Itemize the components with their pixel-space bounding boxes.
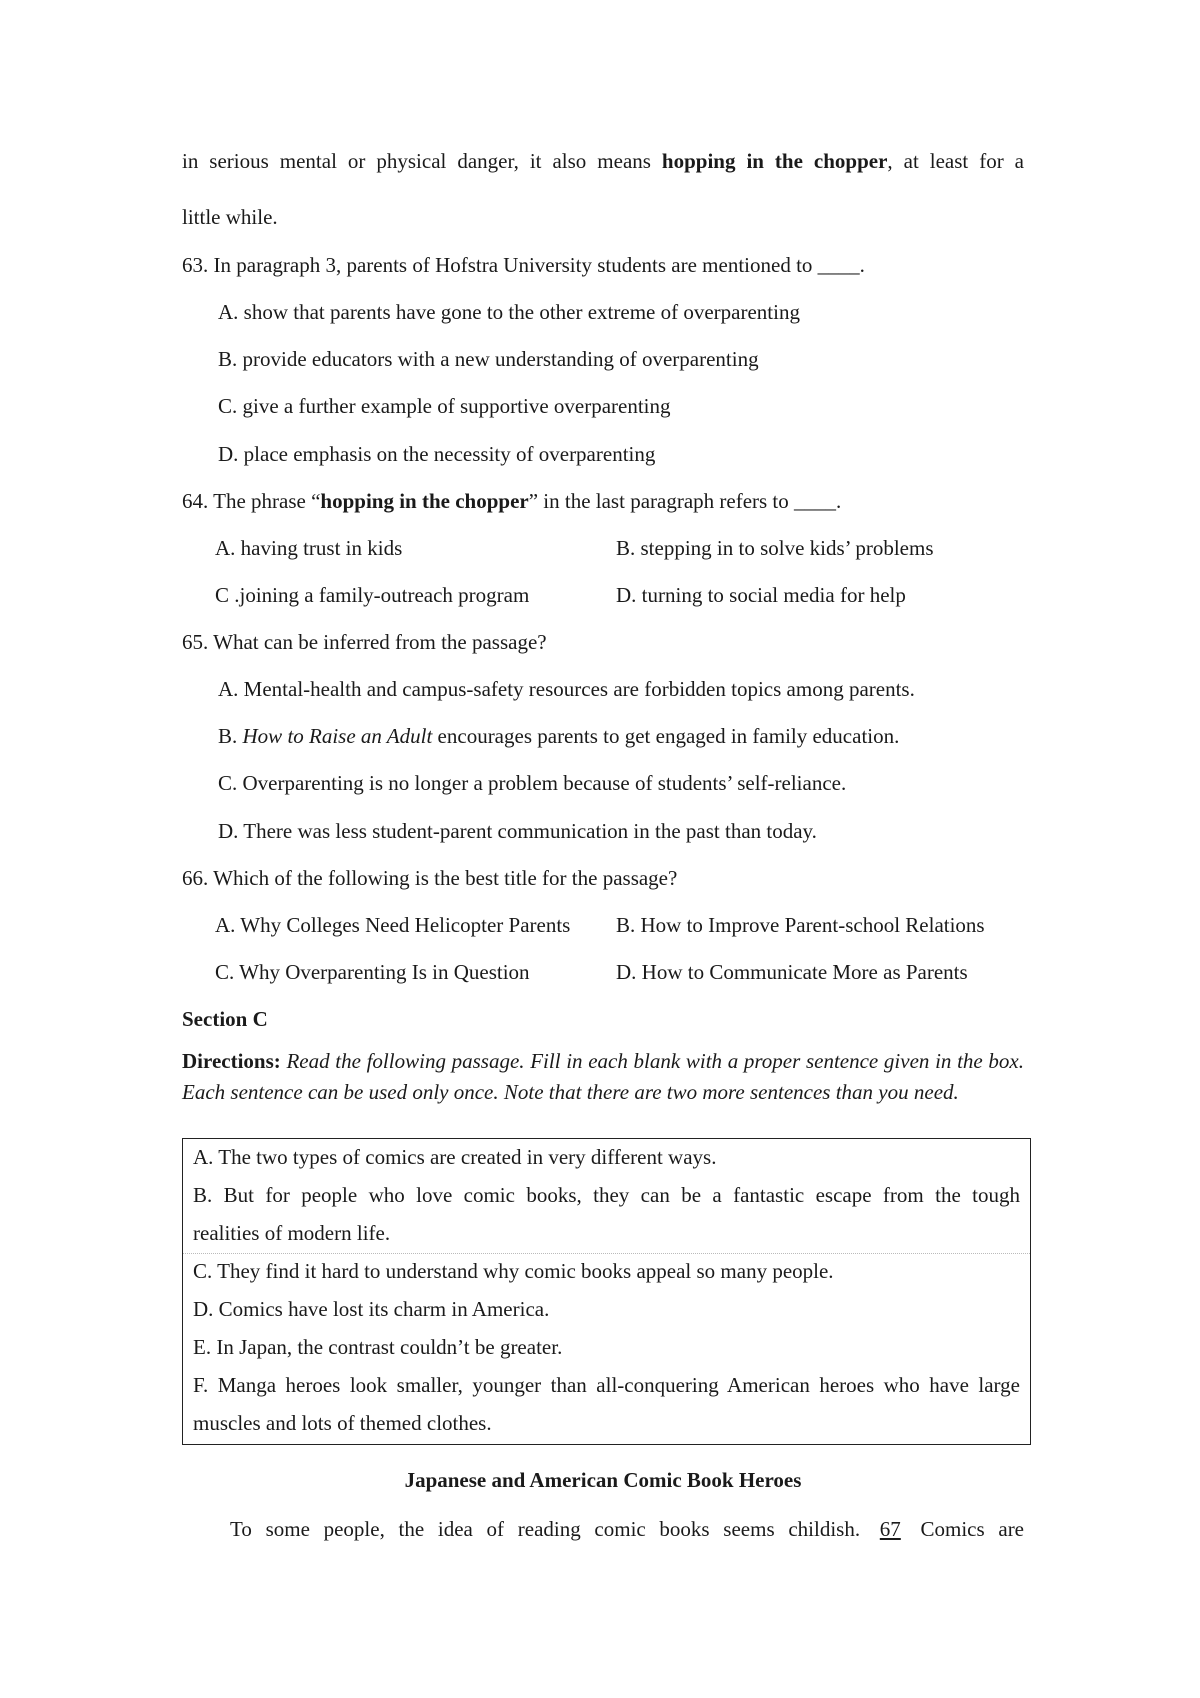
box-sentence-f	[193, 1367, 1020, 1404]
question-63-option-b[interactable]: B. provide educators with a new understanding of overparenting	[218, 347, 759, 371]
question-65-option-b[interactable]	[218, 721, 899, 751]
passage-first-line	[230, 1514, 1024, 1544]
question-64-option-d[interactable]: D. turning to social media for help	[616, 583, 906, 607]
box-sentence-b-line1: B. But for people who love comic books, they can be a fantastic escape from the tough	[193, 1183, 1020, 1207]
question-65-option-c[interactable]: C. Overparenting is no longer a problem because of students’ self-reliance.	[218, 771, 847, 795]
question-66-option-c[interactable]: C. Why Overparenting Is in Question	[215, 960, 530, 984]
directions-label: Directions:	[182, 1049, 281, 1073]
blank-67[interactable]: 67	[879, 1517, 901, 1541]
directions	[182, 1046, 1024, 1108]
passage-text-a: To some people, the idea of reading comic books seems childish.	[230, 1517, 861, 1541]
intro-bold-phrase: hopping in the chopper	[661, 149, 888, 173]
question-64-option-a[interactable]: A. having trust in kids	[215, 536, 403, 560]
paragraph-continuation-line1	[182, 146, 1024, 176]
box-sentence-f-line1: F. Manga heroes look smaller, younger than all-conquering American heroes who have large	[193, 1373, 1020, 1397]
q65-b-book-title: How to Raise an Adult	[242, 724, 433, 748]
question-63-option-a[interactable]: A. show that parents have gone to the other extreme of overparenting	[218, 300, 800, 324]
box-sentence-b-cont: realities of modern life.	[193, 1221, 391, 1245]
question-63-stem: 63. In paragraph 3, parents of Hofstra University students are mentioned to ____.	[182, 253, 865, 277]
intro-text-a: in serious mental or physical danger, it also means	[182, 149, 662, 173]
question-66-option-a[interactable]: A. Why Colleges Need Helicopter Parents	[215, 913, 571, 937]
box-sentence-b	[193, 1177, 1020, 1214]
sentence-box	[182, 1138, 1031, 1445]
question-64-stem	[182, 486, 841, 516]
q65-b-prefix: B.	[218, 724, 243, 748]
q65-b-rest: encourages parents to get engaged in family education.	[432, 724, 900, 748]
question-66-stem: 66. Which of the following is the best title for the passage?	[182, 866, 678, 890]
question-66-option-b[interactable]: B. How to Improve Parent-school Relations	[616, 913, 985, 937]
box-sentence-d: D. Comics have lost its charm in America.	[193, 1297, 550, 1321]
section-heading: Section C	[182, 1007, 268, 1031]
q64-stem-a: 64. The phrase “	[182, 489, 321, 513]
box-sentence-f-cont: muscles and lots of themed clothes.	[193, 1411, 492, 1435]
intro-text-b: , at least for a	[887, 149, 1024, 173]
box-sentence-c: C. They find it hard to understand why comic books appeal so many people.	[193, 1259, 834, 1283]
box-sentence-e: E. In Japan, the contrast couldn’t be greater.	[193, 1335, 563, 1359]
passage-title: Japanese and American Comic Book Heroes	[404, 1468, 802, 1492]
question-65-stem: 65. What can be inferred from the passage?	[182, 630, 547, 654]
q64-stem-bold: hopping in the chopper	[320, 489, 529, 513]
directions-text: Read the following passage. Fill in each blank with a proper sentence given in the box. Each sentence can be used only once. Note that there are two more sentences than you need.	[182, 1049, 1024, 1104]
question-66-option-d[interactable]: D. How to Communicate More as Parents	[616, 960, 968, 984]
question-64-option-b[interactable]: B. stepping in to solve kids’ problems	[616, 536, 934, 560]
q64-stem-b: ” in the last paragraph refers to ____.	[528, 489, 842, 513]
box-sentence-a: A. The two types of comics are created in very different ways.	[193, 1145, 717, 1169]
passage-text-b: Comics are	[920, 1517, 1025, 1541]
question-65-option-d[interactable]: D. There was less student-parent communication in the past than today.	[218, 819, 817, 843]
question-63-option-c[interactable]: C. give a further example of supportive overparenting	[218, 394, 671, 418]
question-64-option-c[interactable]: C .joining a family-outreach program	[215, 583, 530, 607]
paragraph-continuation-line2: little while.	[182, 205, 278, 229]
question-65-option-a[interactable]: A. Mental-health and campus-safety resources are forbidden topics among parents.	[218, 677, 915, 701]
question-63-option-d[interactable]: D. place emphasis on the necessity of overparenting	[218, 442, 656, 466]
